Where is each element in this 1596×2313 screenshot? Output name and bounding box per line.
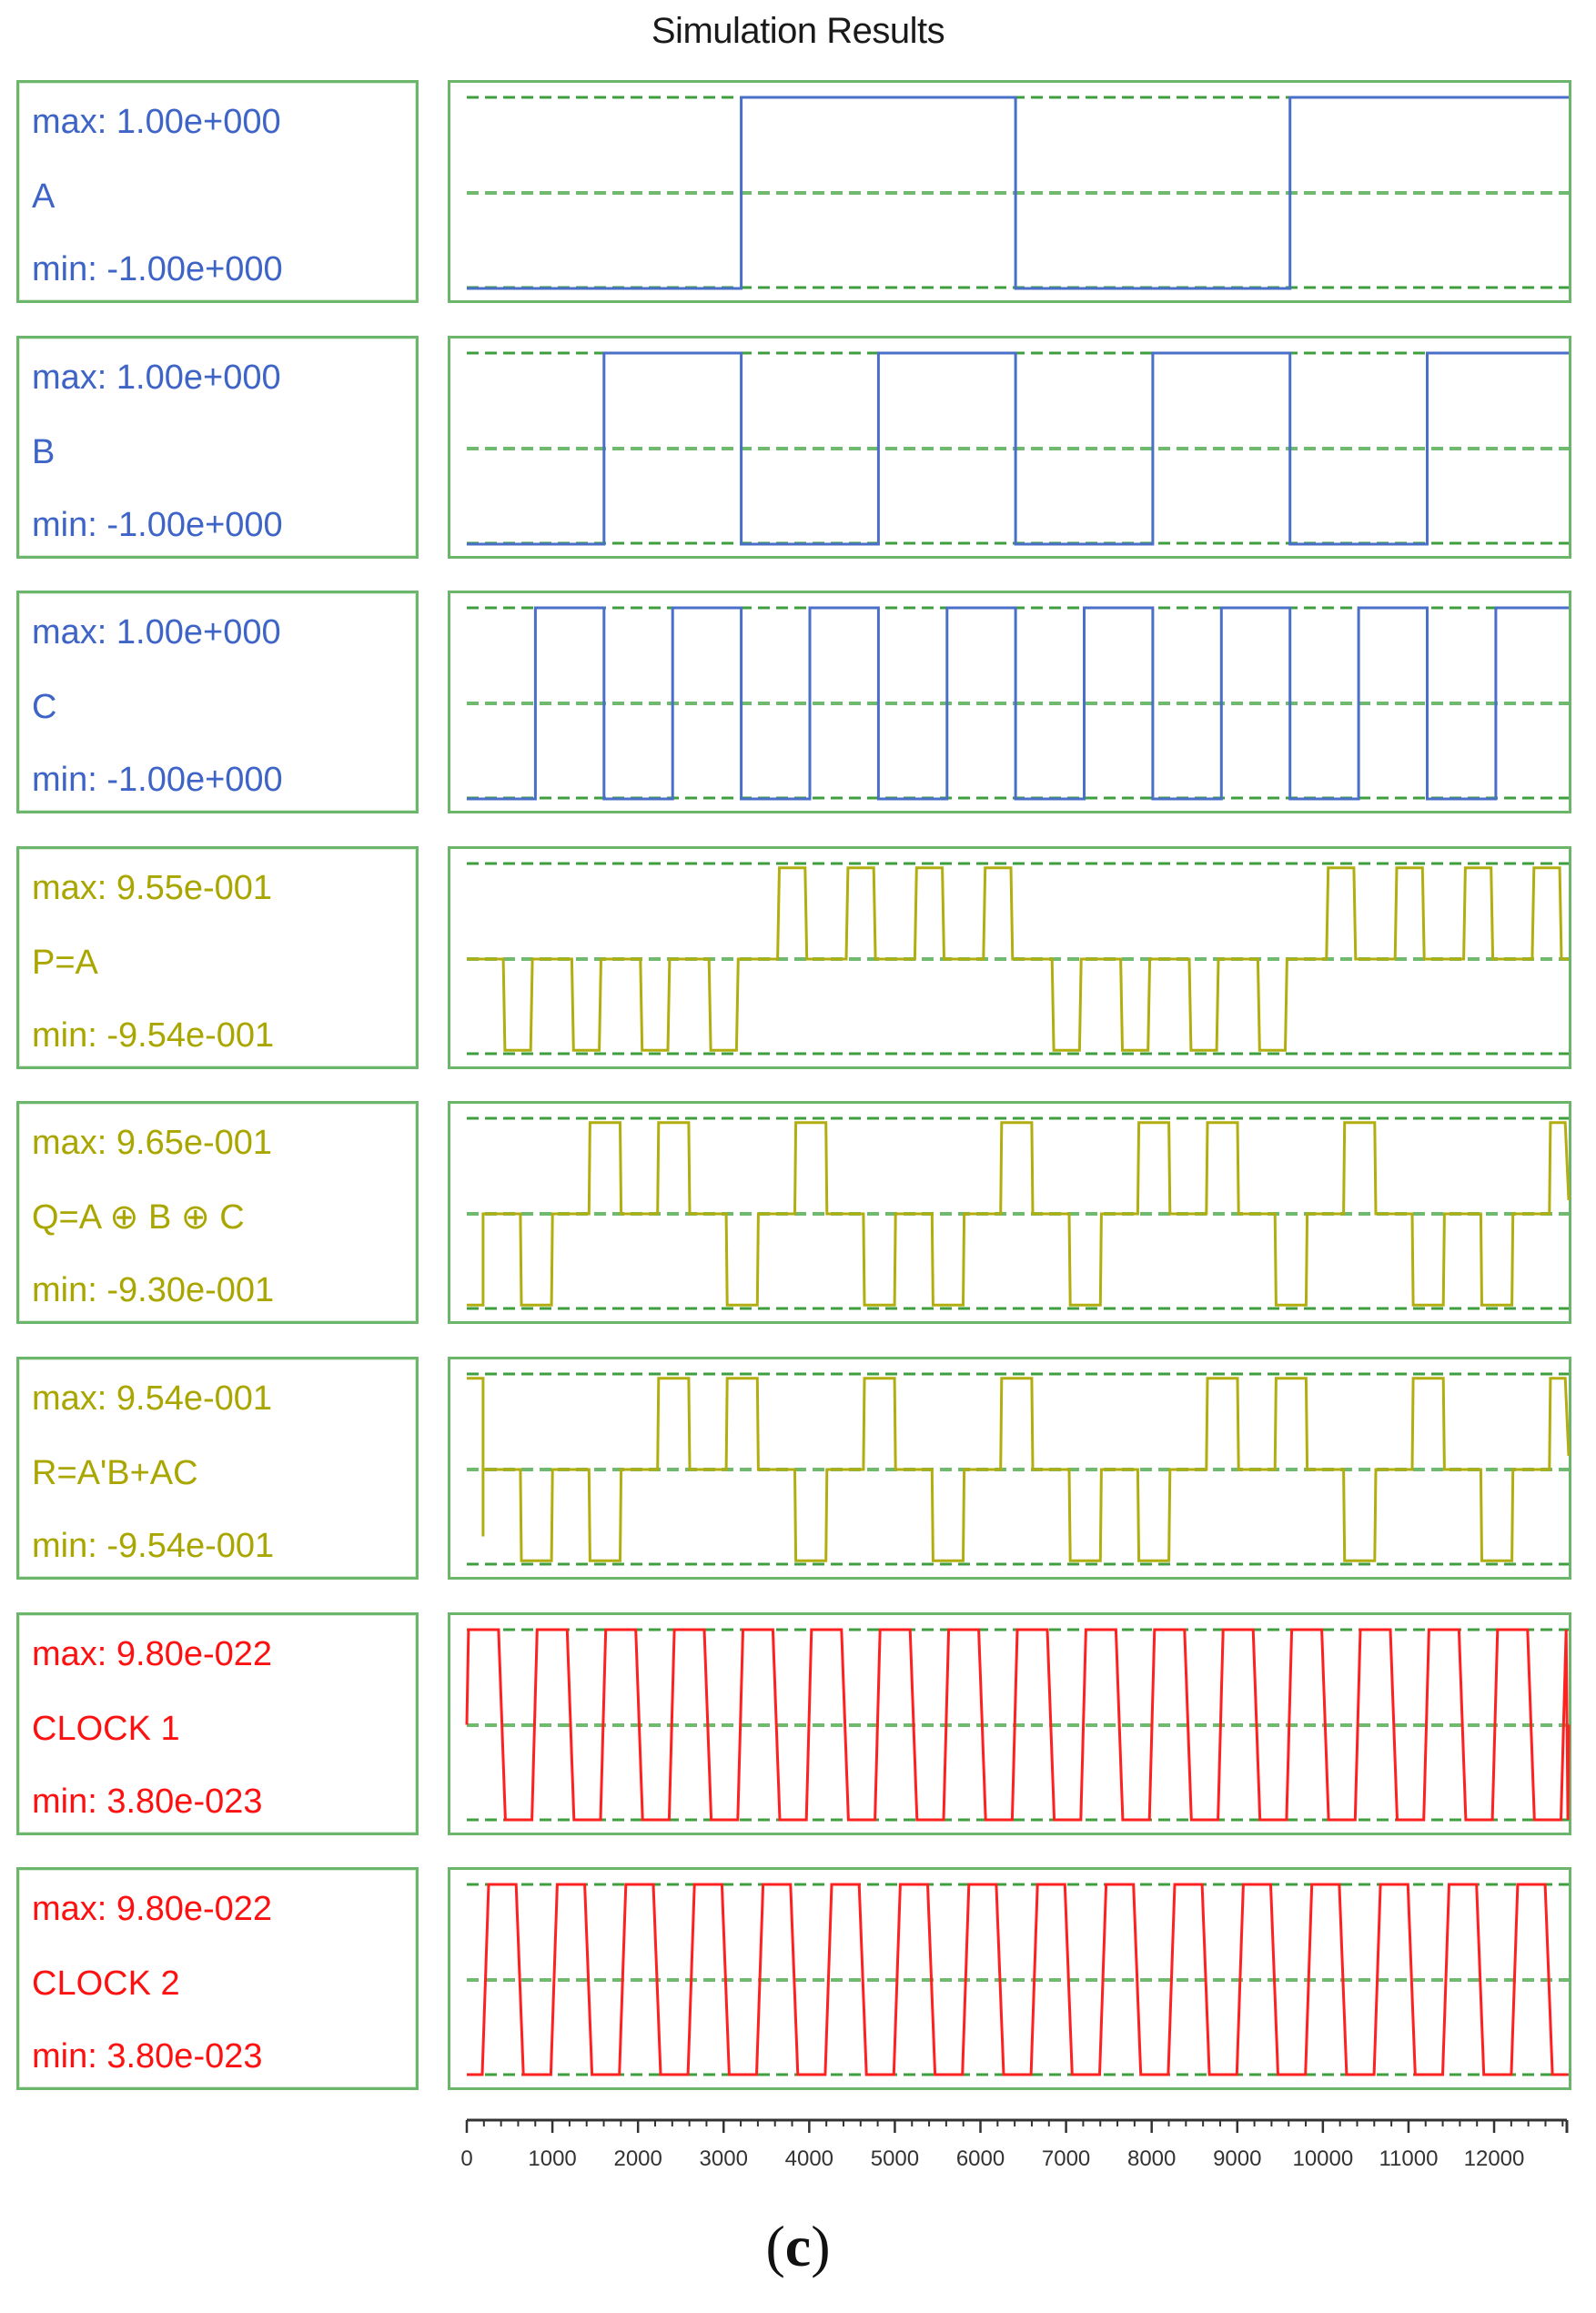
waveform-svg — [448, 1357, 1571, 1580]
signal-name: CLOCK 1 — [32, 1710, 180, 1748]
signal-plot-clk2 — [448, 1867, 1571, 2090]
waveform-svg — [448, 336, 1571, 559]
signal-max-label: max: 9.80e-022 — [32, 1890, 273, 1928]
signal-name: P=A — [32, 944, 98, 982]
signal-plot-r — [448, 1357, 1571, 1580]
signal-min-label: min: -1.00e+000 — [32, 506, 283, 544]
signal-plot-clk1 — [448, 1612, 1571, 1835]
caption-letter: c — [784, 2214, 812, 2278]
signal-name: CLOCK 2 — [32, 1965, 180, 2003]
signal-name: B — [32, 433, 56, 471]
signal-plot-a — [448, 80, 1571, 303]
waveform-svg — [448, 80, 1571, 303]
signal-label-box-a — [16, 80, 419, 303]
signal-max-label: max: 9.65e-001 — [32, 1124, 273, 1162]
signal-plot-p — [448, 846, 1571, 1069]
signal-label-box-p — [16, 846, 419, 1069]
signal-label-box-r — [16, 1357, 419, 1580]
axis-tick-label: 4000 — [784, 2146, 834, 2171]
axis-tick-label: 2000 — [613, 2146, 662, 2171]
signal-min-label: min: -9.54e-001 — [32, 1016, 275, 1055]
signal-name: A — [32, 177, 56, 216]
signal-min-label: min: -1.00e+000 — [32, 761, 283, 799]
axis-tick-label: 5000 — [870, 2146, 920, 2171]
axis-tick-label: 0 — [460, 2146, 473, 2171]
signal-min-label: min: -9.54e-001 — [32, 1527, 275, 1565]
waveform-svg — [448, 1612, 1571, 1835]
signal-plot-q — [448, 1101, 1571, 1324]
waveform-svg — [448, 591, 1571, 813]
axis-tick-label: 9000 — [1213, 2146, 1262, 2171]
signal-max-label: max: 1.00e+000 — [32, 613, 281, 651]
signal-plot-c — [448, 591, 1571, 813]
axis-tick-label: 10000 — [1292, 2146, 1354, 2171]
signal-max-label: max: 1.00e+000 — [32, 359, 281, 397]
signal-max-label: max: 9.55e-001 — [32, 869, 273, 907]
signal-name: Q=A ⊕ B ⊕ C — [32, 1198, 245, 1237]
waveform-svg — [448, 1867, 1571, 2090]
signal-label-box-clk2 — [16, 1867, 419, 2090]
axis-tick-label: 11000 — [1379, 2146, 1439, 2171]
axis-tick-label: 8000 — [1126, 2146, 1177, 2171]
signal-max-label: max: 1.00e+000 — [32, 103, 281, 141]
signal-label-box-b — [16, 336, 419, 559]
signal-min-label: min: -9.30e-001 — [32, 1271, 275, 1309]
axis-tick-label: 12000 — [1463, 2146, 1525, 2171]
time-axis — [0, 2102, 1596, 2184]
caption-open-paren: ( — [765, 2214, 785, 2278]
axis-tick-label: 3000 — [699, 2146, 748, 2171]
signal-name: R=A'B+AC — [32, 1454, 198, 1492]
axis-tick-label: 7000 — [1041, 2146, 1091, 2171]
axis-tick-label: 1000 — [528, 2146, 577, 2171]
caption-close-paren: ) — [811, 2214, 831, 2278]
waveform-svg — [448, 846, 1571, 1069]
signal-min-label: min: -1.00e+000 — [32, 250, 283, 288]
signal-max-label: max: 9.80e-022 — [32, 1635, 273, 1673]
signal-label-box-c — [16, 591, 419, 813]
signal-label-box-q — [16, 1101, 419, 1324]
time-axis-svg — [0, 2102, 1596, 2184]
figure-caption — [0, 2213, 1596, 2280]
signal-min-label: min: 3.80e-023 — [32, 1783, 263, 1821]
axis-tick-label: 6000 — [955, 2146, 1005, 2171]
signal-plot-b — [448, 336, 1571, 559]
signal-name: C — [32, 688, 57, 726]
signal-max-label: max: 9.54e-001 — [32, 1379, 273, 1418]
signal-label-box-clk1 — [16, 1612, 419, 1835]
chart-title: Simulation Results — [651, 11, 945, 51]
waveform-svg — [448, 1101, 1571, 1324]
signal-min-label: min: 3.80e-023 — [32, 2037, 263, 2076]
